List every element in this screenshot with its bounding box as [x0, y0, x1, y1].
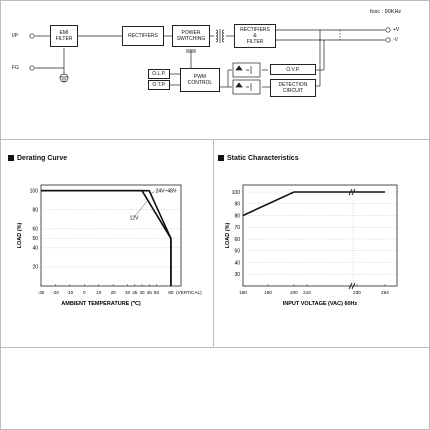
x-tick-label: 200 — [290, 290, 298, 295]
x-tick-label: 60 — [168, 290, 174, 295]
y-tick-label: 100 — [231, 189, 240, 196]
rectifiers-block: RECTIFIERS — [122, 26, 164, 46]
y-tick-label: 40 — [234, 260, 240, 267]
olp-block: O.L.P. — [148, 69, 170, 79]
y-tick-label: 60 — [32, 226, 38, 233]
x-tick-label: 45 — [146, 290, 152, 295]
y-tick-label: 70 — [234, 225, 240, 232]
x-tick-label: 35 — [132, 290, 138, 295]
output-positive-label: +V — [393, 27, 400, 33]
x-tick-label: 190 — [264, 290, 272, 295]
power-switching-block: POWER SWITCHING — [172, 25, 210, 47]
input-terminal-label: I/P — [12, 33, 19, 39]
output-negative-label: -V — [393, 37, 398, 43]
y-tick-label: 50 — [32, 236, 38, 243]
y-tick-label: 90 — [234, 201, 240, 208]
y-tick-label: 80 — [234, 213, 240, 220]
y-tick-label: 20 — [32, 264, 38, 271]
rectifiers-filter-block: RECTIFIERS & FILTER — [234, 24, 276, 48]
x-tick-label: -30 — [37, 290, 45, 295]
x-tick-label: (VERTICAL) — [176, 290, 202, 295]
x-tick-label: 30 — [125, 290, 131, 295]
fg-terminal-label: FG — [12, 65, 19, 71]
x-axis-label: INPUT VOLTAGE (VAC) 60Hz — [282, 301, 358, 307]
otp-block: O.T.P. — [148, 80, 170, 90]
detection-circuit-block: DETECTION CIRCUIT — [270, 79, 316, 97]
y-tick-label: 100 — [29, 188, 38, 195]
x-tick-label: 264 — [381, 290, 389, 295]
x-tick-label: 40 — [139, 290, 145, 295]
x-tick-label: 10 — [96, 290, 102, 295]
y-axis-label: LOAD (%) — [225, 222, 231, 249]
plot-frame — [243, 185, 397, 286]
y-tick-label: 50 — [234, 248, 240, 255]
pwm-control-block: PWM CONTROL — [180, 68, 220, 92]
x-axis-label: AMBIENT TEMPERATURE (℃) — [61, 301, 141, 307]
x-tick-label: 50 — [153, 290, 160, 295]
emi-filter-block: EMI FILTER — [50, 25, 78, 47]
x-tick-label: -10 — [66, 290, 74, 295]
y-tick-label: 30 — [234, 272, 240, 279]
series-label: 24V~48V — [155, 188, 177, 195]
ovp-block: O.V.P. — [270, 64, 316, 75]
x-tick-label: 0 — [83, 290, 86, 295]
x-tick-label: 180 — [239, 290, 247, 295]
y-tick-label: 40 — [32, 245, 38, 252]
static-title-text: Static Characteristics — [227, 155, 299, 162]
series-label: 12V — [129, 215, 139, 222]
x-tick-label: 210 — [303, 290, 311, 295]
x-tick-label: -20 — [52, 290, 59, 295]
y-axis-label: LOAD (%) — [17, 222, 23, 249]
x-tick-label: 20 — [110, 290, 116, 295]
frequency-label: fosc : 90KHz — [370, 9, 402, 15]
y-tick-label: 80 — [32, 207, 38, 214]
x-tick-label: 230 — [353, 290, 361, 295]
y-tick-label: 60 — [234, 236, 240, 243]
derating-title-text: Derating Curve — [17, 155, 68, 162]
